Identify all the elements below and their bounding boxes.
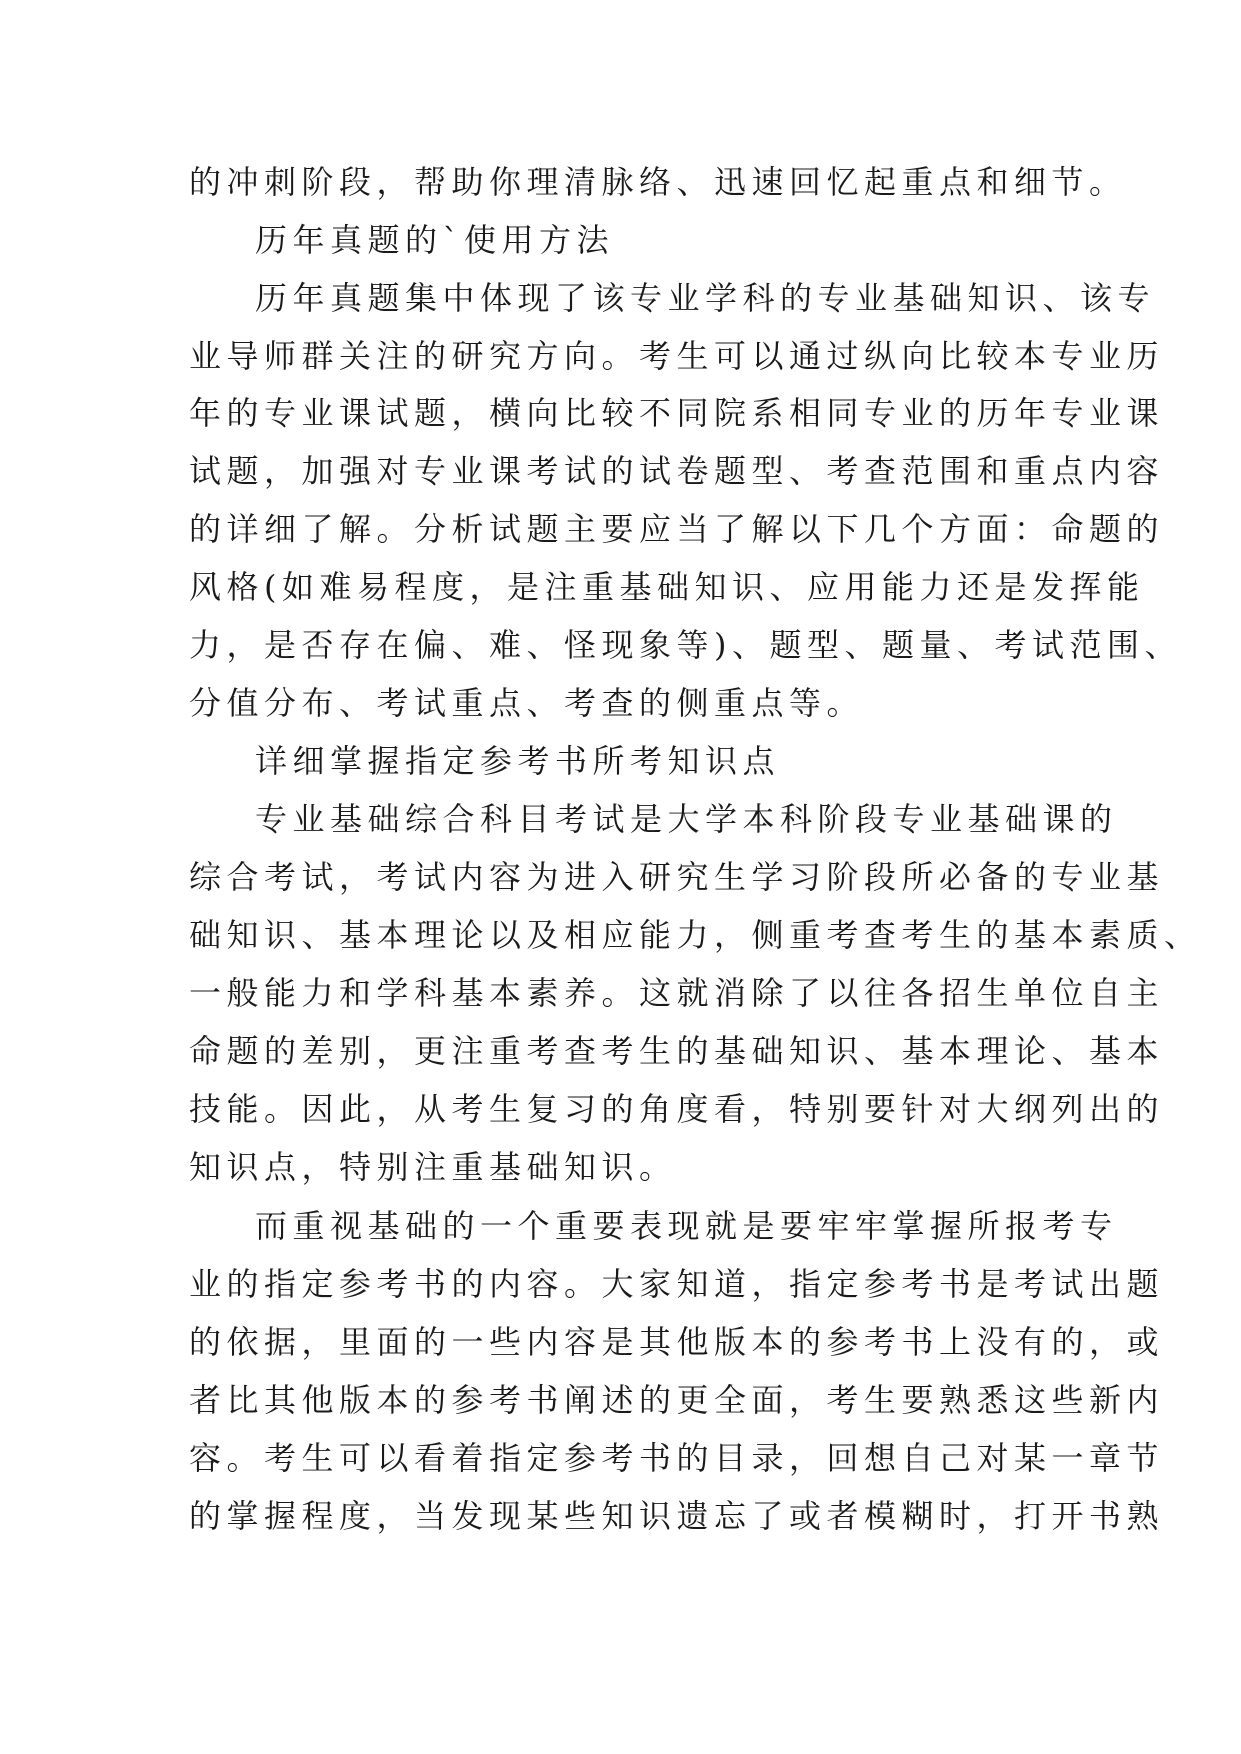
section-heading: 历年真题的`使用方法 [255,221,615,259]
text-line: 力，是否存在偏、难、怪现象等)、题型、题量、考试范围、 [189,626,1182,664]
text-line: 业导师群关注的研究方向。考生可以通过纵向比较本专业历 [189,337,1165,375]
text-line: 命题的差别，更注重考查考生的基础知识、基本理论、基本 [189,1032,1165,1070]
text-line: 试题，加强对专业课考试的试卷题型、考查范围和重点内容 [189,452,1165,490]
text-line: 业的指定参考书的内容。大家知道，指定参考书是考试出题 [189,1265,1165,1303]
text-line: 知识点，特别注重基础知识。 [189,1148,677,1186]
text-line: 风格(如难易程度，是注重基础知识、应用能力还是发挥能 [189,568,1145,606]
text-line: 综合考试，考试内容为进入研究生学习阶段所必备的专业基 [189,858,1165,896]
text-line: 容。考生可以看着指定参考书的目录，回想自己对某一章节 [189,1439,1165,1477]
text-line: 的详细了解。分析试题主要应当了解以下几个方面：命题的 [189,510,1165,548]
text-line: 分值分布、考试重点、考查的侧重点等。 [189,684,865,722]
paragraph-first-line: 专业基础综合科目考试是大学本科阶段专业基础课的 [255,800,1118,838]
text-line: 的掌握程度，当发现某些知识遗忘了或者模糊时，打开书熟 [189,1497,1165,1535]
section-heading: 详细掌握指定参考书所考知识点 [255,742,781,780]
paragraph-first-line: 历年真题集中体现了该专业学科的专业基础知识、该专 [255,279,1156,317]
text-line: 础知识、基本理论以及相应能力，侧重考查考生的基本素质、 [189,916,1202,954]
paragraph-first-line: 而重视基础的一个重要表现就是要牢牢掌握所报考专 [255,1207,1118,1245]
text-line: 技能。因此，从考生复习的角度看，特别要针对大纲列出的 [189,1090,1165,1128]
text-line: 年的专业课试题，横向比较不同院系相同专业的历年专业课 [189,394,1165,432]
text-line: 一般能力和学科基本素养。这就消除了以往各招生单位自主 [189,974,1165,1012]
text-line: 者比其他版本的参考书阐述的更全面，考生要熟悉这些新内 [189,1381,1165,1419]
text-line: 的冲刺阶段，帮助你理清脉络、迅速回忆起重点和细节。 [189,163,1127,201]
text-line: 的依据，里面的一些内容是其他版本的参考书上没有的，或 [189,1323,1165,1361]
